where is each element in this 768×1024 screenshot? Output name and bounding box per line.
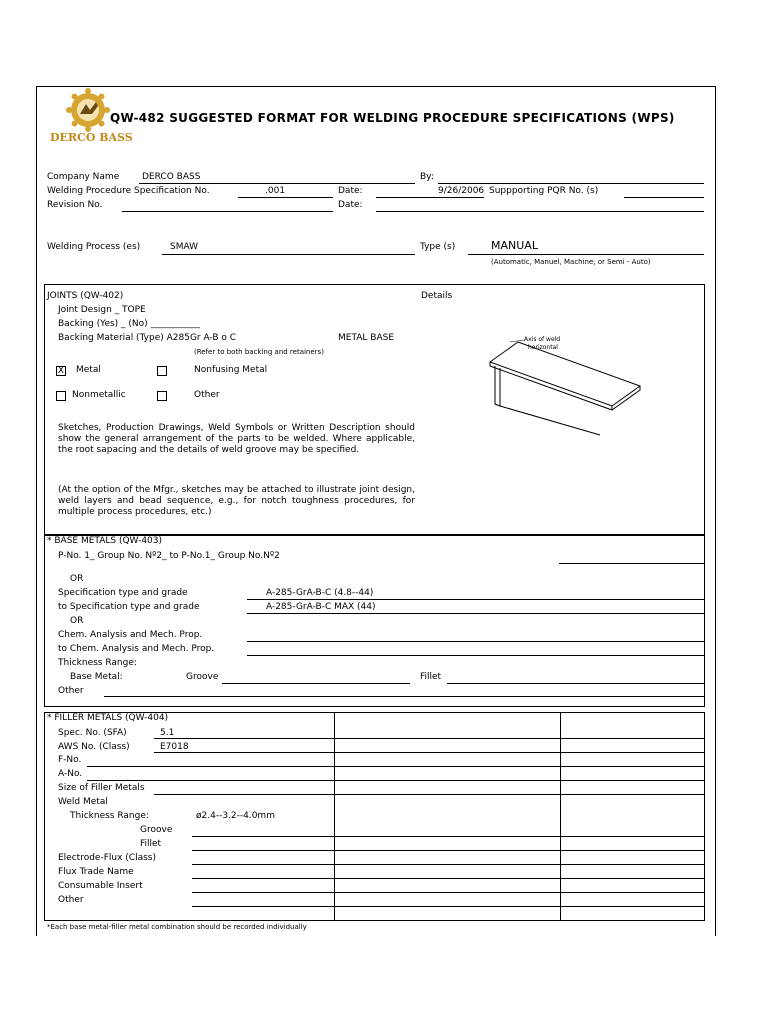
sketch-note: Sketches, Production Drawings, Weld Symbols or Written Description should show the general arrangement of the parts to be welded. Where applicable, the root sapacing and the details of weld groove may be specified. <box>58 423 415 455</box>
type-label: Type (s) <box>420 242 456 252</box>
by-underline <box>438 183 704 184</box>
type-value[interactable]: MANUAL <box>491 239 538 252</box>
spec-value[interactable]: A-285-GrA-B-C (4.8--44) <box>266 588 374 598</box>
base-other-underline <box>104 696 705 697</box>
weld-metal-label: Weld Metal <box>58 797 108 807</box>
filler-fillet-underline <box>192 850 705 851</box>
process-label: Welding Process (es) <box>47 242 141 252</box>
option-note: (At the option of the Mfgr., sketches may be attached to illustrate joint design, weld layers and bead sequence, e.g., for notch toughness procedures, for multiple process procedures, etc.) <box>58 485 415 517</box>
electrode-label: Electrode-Flux (Class) <box>58 853 156 863</box>
weld-joint-diagram <box>480 328 645 436</box>
filler-other-label: Other <box>58 895 84 905</box>
chem-underline <box>247 641 705 642</box>
or-2: OR <box>70 616 84 626</box>
filler-thickness-label: Thickness Range: <box>70 811 149 821</box>
pno-underline <box>559 563 705 564</box>
spec-no-label: Spec. No. (SFA) <box>58 728 127 738</box>
to-chem-label: to Chem. Analysis and Mech. Prop. <box>58 644 215 654</box>
backing-material: Backing Material (Type) A285Gr A-B o C <box>58 333 237 343</box>
flux-underline <box>192 878 705 879</box>
filler-fillet-label: Fillet <box>140 839 162 849</box>
wps-underline <box>238 197 333 198</box>
joints-heading: JOINTS (QW-402) <box>47 291 124 301</box>
footnote: *Each base metal-filler metal combination should be recorded individually <box>47 923 307 931</box>
by-label: By: <box>420 172 434 182</box>
nonfusing-label: Nonfusing Metal <box>194 365 268 375</box>
page-title: QW-482 SUGGESTED FORMAT FOR WELDING PROCEDURE SPECIFICATIONS (WPS) <box>110 111 675 125</box>
size-underline <box>154 794 705 795</box>
base-metals-heading: * BASE METALS (QW-403) <box>47 536 163 546</box>
groove-label: Groove <box>186 672 219 682</box>
aws-value[interactable]: E7018 <box>160 742 189 752</box>
date-underline <box>376 197 484 198</box>
flux-label: Flux Trade Name <box>58 867 134 877</box>
company-name-value[interactable]: DERCO BASS <box>142 172 201 182</box>
diagram-label-2: horizontal <box>528 344 558 351</box>
backing: Backing (Yes) _ (No) ___________ <box>58 319 201 329</box>
other-checkbox[interactable] <box>157 391 167 401</box>
process-value[interactable]: SMAW <box>170 242 199 252</box>
size-label: Size of Filler Metals <box>58 783 145 793</box>
date-label: Date: <box>338 186 363 196</box>
to-spec-underline <box>247 613 705 614</box>
pqr-underline <box>624 197 704 198</box>
base-metal-label: Base Metal: <box>70 672 123 682</box>
fno-underline <box>87 766 705 767</box>
wps-value[interactable]: .001 <box>265 186 286 196</box>
metal-base: METAL BASE <box>338 333 395 343</box>
spec-no-underline <box>154 738 705 739</box>
date-value[interactable]: 9/26/2006 <box>438 186 485 196</box>
derco-bass-logo-icon <box>66 88 110 132</box>
fno-label: F-No. <box>58 755 82 765</box>
pno-line: P-No. 1_ Group No. Nº2_ to P-No.1_ Group No.Nº2 <box>58 551 280 561</box>
nonmetallic-checkbox[interactable] <box>56 391 66 401</box>
insert-label: Consumable Insert <box>58 881 143 891</box>
date2-label: Date: <box>338 200 363 210</box>
nonmetallic-label: Nonmetallic <box>72 390 126 400</box>
spec-underline <box>247 599 705 600</box>
fillet-label: Fillet <box>420 672 442 682</box>
filler-other-underline <box>192 906 705 907</box>
ano-underline <box>87 780 705 781</box>
aws-label: AWS No. (Class) <box>58 742 130 752</box>
nonfusing-checkbox[interactable] <box>157 366 167 376</box>
metal-label: Metal <box>76 365 101 375</box>
other-label: Other <box>194 390 220 400</box>
insert-underline <box>192 892 705 893</box>
revision-label: Revision No. <box>47 200 103 210</box>
company-name-underline <box>139 183 415 184</box>
or-1: OR <box>70 574 84 584</box>
chem-label: Chem. Analysis and Mech. Prop. <box>58 630 203 640</box>
logo-text: DERCO BASS <box>50 131 133 144</box>
spec-no-value[interactable]: 5.1 <box>160 728 175 738</box>
base-other-label: Other <box>58 686 84 696</box>
process-underline <box>162 254 415 255</box>
filler-heading: * FILLER METALS (QW-404) <box>47 713 169 723</box>
pqr-label: Suppporting PQR No. (s) <box>489 186 599 196</box>
type-underline <box>468 254 704 255</box>
fillet-underline <box>447 683 705 684</box>
wps-label: Welding Procedure Specification No. <box>47 186 210 196</box>
to-spec-label: to Specification type and grade <box>58 602 200 612</box>
thickness-label: Thickness Range: <box>58 658 137 668</box>
spec-label: Specification type and grade <box>58 588 188 598</box>
filler-groove-label: Groove <box>140 825 173 835</box>
ano-label: A-No. <box>58 769 83 779</box>
filler-divider-2 <box>560 712 561 921</box>
refer-note: (Refer to both backing and retainers) <box>194 348 324 356</box>
date2-underline <box>376 211 704 212</box>
revision-underline <box>122 211 333 212</box>
joint-design: Joint Design _ TOPE <box>58 305 146 315</box>
electrode-underline <box>192 864 705 865</box>
company-name-label: Company Name <box>47 172 120 182</box>
filler-divider-1 <box>334 712 335 921</box>
diagram-label-1: Axis of weld <box>524 336 561 343</box>
aws-underline <box>154 752 705 753</box>
to-chem-underline <box>247 655 705 656</box>
type-hint: (Automatic, Manuel, Machine, or Semi - Auto) <box>491 258 651 266</box>
filler-thickness-value[interactable]: ø2.4--3.2--4.0mm <box>196 811 275 821</box>
groove-underline <box>222 683 410 684</box>
filler-groove-underline <box>192 836 705 837</box>
to-spec-value[interactable]: A-285-GrA-B-C MAX (44) <box>266 602 376 612</box>
metal-checkbox[interactable]: X <box>57 366 65 376</box>
details-label: Details <box>421 291 453 301</box>
